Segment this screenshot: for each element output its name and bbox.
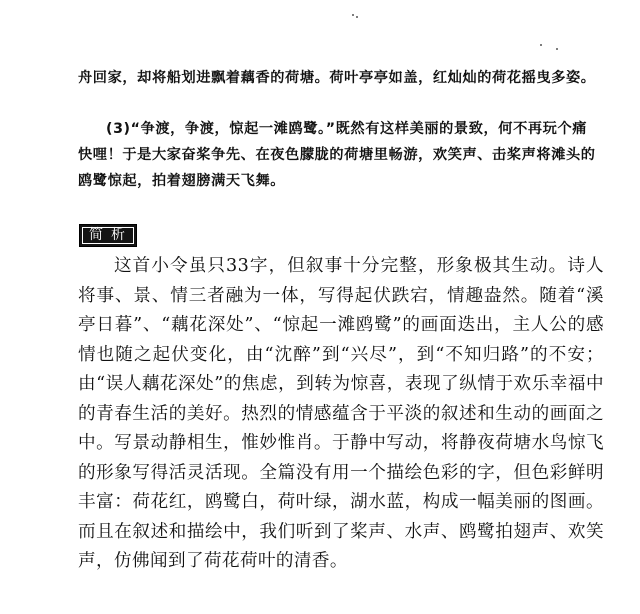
- section-heading-box: [79, 224, 137, 247]
- explanation-item-3: (3)“争渡，争渡，惊起一滩鸥鹭。”既然有这样美丽的景致，何不再玩个痛快哩！于是大家奋桨争先、在夜色朦胧的荷塘里畅游，欢笑声、击桨声将滩头的鸥鹭惊起，拍着翅膀满天飞舞。: [78, 121, 596, 189]
- top-paragraph: 舟回家，却将船划进飘着藕香的荷塘。荷叶亭亭如盖，红灿灿的荷花摇曳多姿。: [78, 70, 596, 86]
- section-heading: 简析: [82, 227, 134, 244]
- analysis-paragraph: 这首小令虽只33字，但叙事十分完整，形象极其生动。诗人将事、景、情三者融为一体，写得起伏跌宕，情趣盎然。随着“溪亭日暮”、“藕花深处”、“惊起一滩鸥鹭”的画面迭出，主人公的感情也随之起伏变化，由“沈醉”到“兴尽”，到“不知归路”的不安；由“误人藕花深处”的焦虑，到转为惊喜，表现了纵情于欢乐幸福中的青春生活的美好。热烈的情感蕴含于平淡的叙述和生动的画面之中。写景动静相生，惟妙惟肖。于静中写动，将静夜荷塘水鸟惊飞的形象写得活灵活现。全篇没有用一个描绘色彩的字，但色彩鲜明丰富：荷花红，鸥鹭白，荷叶绿，湖水蓝，构成一幅美丽的图画。而且在叙述和描绘中，我们听到了桨声、水声、鸥鹭拍翅声、欢笑声，仿佛闻到了荷花荷叶的清香。: [78, 256, 604, 571]
